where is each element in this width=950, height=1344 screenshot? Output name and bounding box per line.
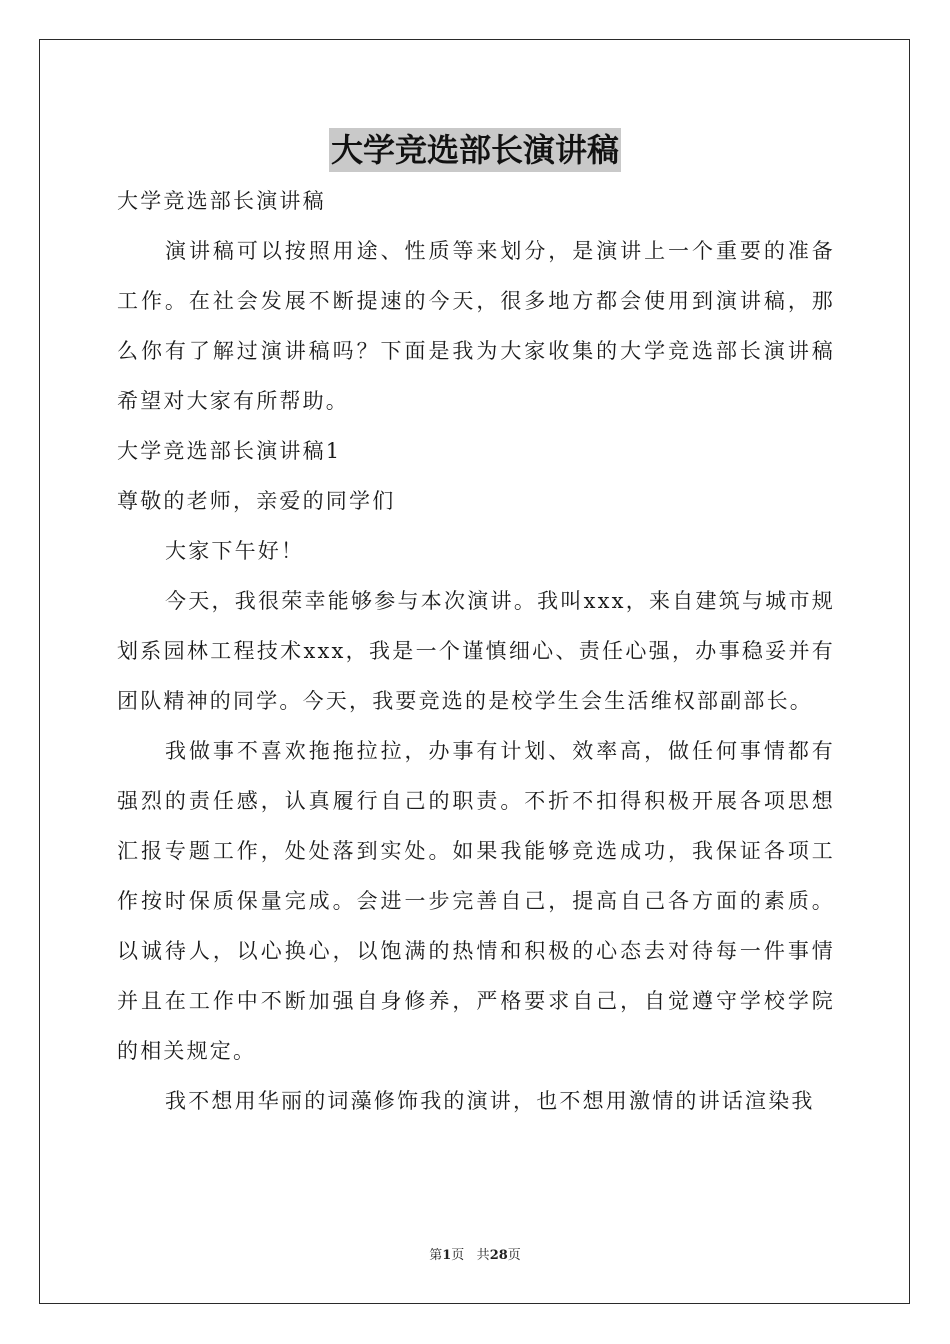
paragraph-greeting: 大家下午好！ [165, 539, 305, 563]
paragraph-closing-start: 我不想用华丽的词藻修饰我的演讲，也不想用激情的讲话渲染我 [165, 1089, 815, 1113]
document-body [117, 176, 835, 1126]
footer-current-page: 1 [442, 1248, 452, 1263]
paragraph-salutation: 尊敬的老师，亲爱的同学们 [117, 489, 396, 513]
paragraph-self-intro: 今天，我很荣幸能够参与本次演讲。我叫xxx，来自建筑与城市规划系园林工程技术xxx，我是一个谨慎细心、责任心强，办事稳妥并有团队精神的同学。今天，我要竞选的是校学生会生活维权部副部长。 [117, 589, 835, 713]
footer-total-suffix: 页 [507, 1248, 521, 1263]
footer-total-prefix: 共 [476, 1248, 490, 1263]
section-heading: 大学竞选部长演讲稿1 [117, 439, 342, 463]
paragraph-work-attitude: 我做事不喜欢拖拖拉拉，办事有计划、效率高，做任何事情都有强烈的责任感，认真履行自己的职责。不折不扣得积极开展各项思想汇报专题工作，处处落到实处。如果我能够竞选成功，我保证各项工作按时保质保量完成。会进一步完善自己，提高自己各方面的素质。以诚待人，以心换心，以饱满的热情和积极的心态去对待每一件事情并且在工作中不断加强自身修养，严格要求自己，自觉遵守学校学院的相关规定。 [117, 739, 835, 1063]
paragraph-subtitle: 大学竞选部长演讲稿 [117, 189, 326, 213]
document-title: 大学竞选部长演讲稿 [329, 128, 621, 172]
footer-page-prefix: 第 [429, 1248, 443, 1263]
page-footer [0, 1246, 950, 1266]
paragraph-intro: 演讲稿可以按照用途、性质等来划分，是演讲上一个重要的准备工作。在社会发展不断提速的今天，很多地方都会使用到演讲稿，那么你有了解过演讲稿吗？下面是我为大家收集的大学竞选部长演讲稿希望对大家有所帮助。 [117, 239, 835, 413]
footer-total-pages: 28 [489, 1248, 508, 1263]
title-container [0, 128, 950, 172]
footer-page-suffix: 页 [451, 1248, 465, 1263]
